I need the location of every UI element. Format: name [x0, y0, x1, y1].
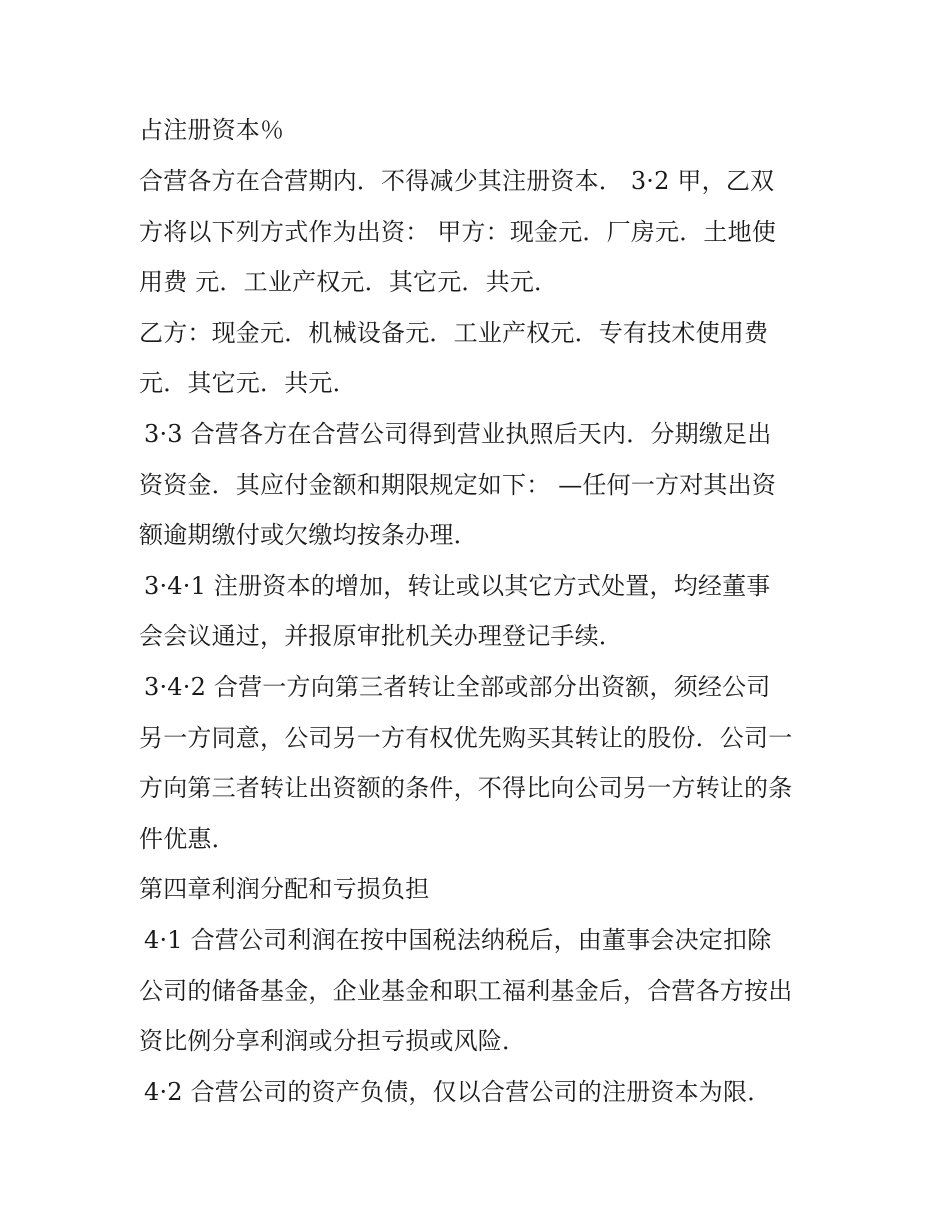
text-line: 会会议通过，并报原审批机关办理登记手续． — [139, 622, 623, 650]
text-line: 额逾期缴付或欠缴均按条办理． — [139, 521, 478, 549]
text-line: 4·2 合营公司的资产负债，仅以合营公司的注册资本为限． — [144, 1078, 772, 1106]
chapter-heading: 第四章利润分配和亏损负担 — [139, 875, 430, 903]
text-line: 合营各方在合营期内．不得减少其注册资本． 3·2 甲，乙双 — [139, 167, 775, 195]
text-line: 资资金．其应付金额和期限规定如下： —任何一方对其出资 — [139, 471, 777, 499]
text-line: 公司的储备基金，企业基金和职工福利基金后，合营各方按出 — [139, 977, 793, 1005]
text-line: 元．其它元．共元． — [139, 369, 357, 397]
text-line: 占注册资本％ — [139, 116, 285, 144]
text-line: 方将以下列方式作为出资： 甲方：现金元．厂房元．土地使 — [139, 218, 777, 246]
text-line: 3·3 合营各方在合营公司得到营业执照后天内．分期缴足出 — [144, 420, 772, 448]
text-line: 3·4·1 注册资本的增加，转让或以其它方式处置，均经董事 — [144, 572, 771, 600]
text-line: 资比例分享利润或分担亏损或风险． — [139, 1027, 527, 1055]
text-line: 用费 元．工业产权元．其它元．共元． — [139, 268, 559, 296]
text-line: 方向第三者转让出资额的条件，不得比向公司另一方转让的条 — [139, 774, 793, 802]
text-line: 3·4·2 合营一方向第三者转让全部或部分出资额，须经公司 — [144, 673, 771, 701]
text-line: 另一方同意，公司另一方有权优先购买其转让的股份．公司一 — [139, 724, 793, 752]
text-line: 件优惠． — [139, 825, 236, 853]
text-line: 4·1 合营公司利润在按中国税法纳税后，由董事会决定扣除 — [144, 926, 772, 954]
text-line: 乙方：现金元．机械设备元．工业产权元．专有技术使用费 — [139, 319, 769, 347]
